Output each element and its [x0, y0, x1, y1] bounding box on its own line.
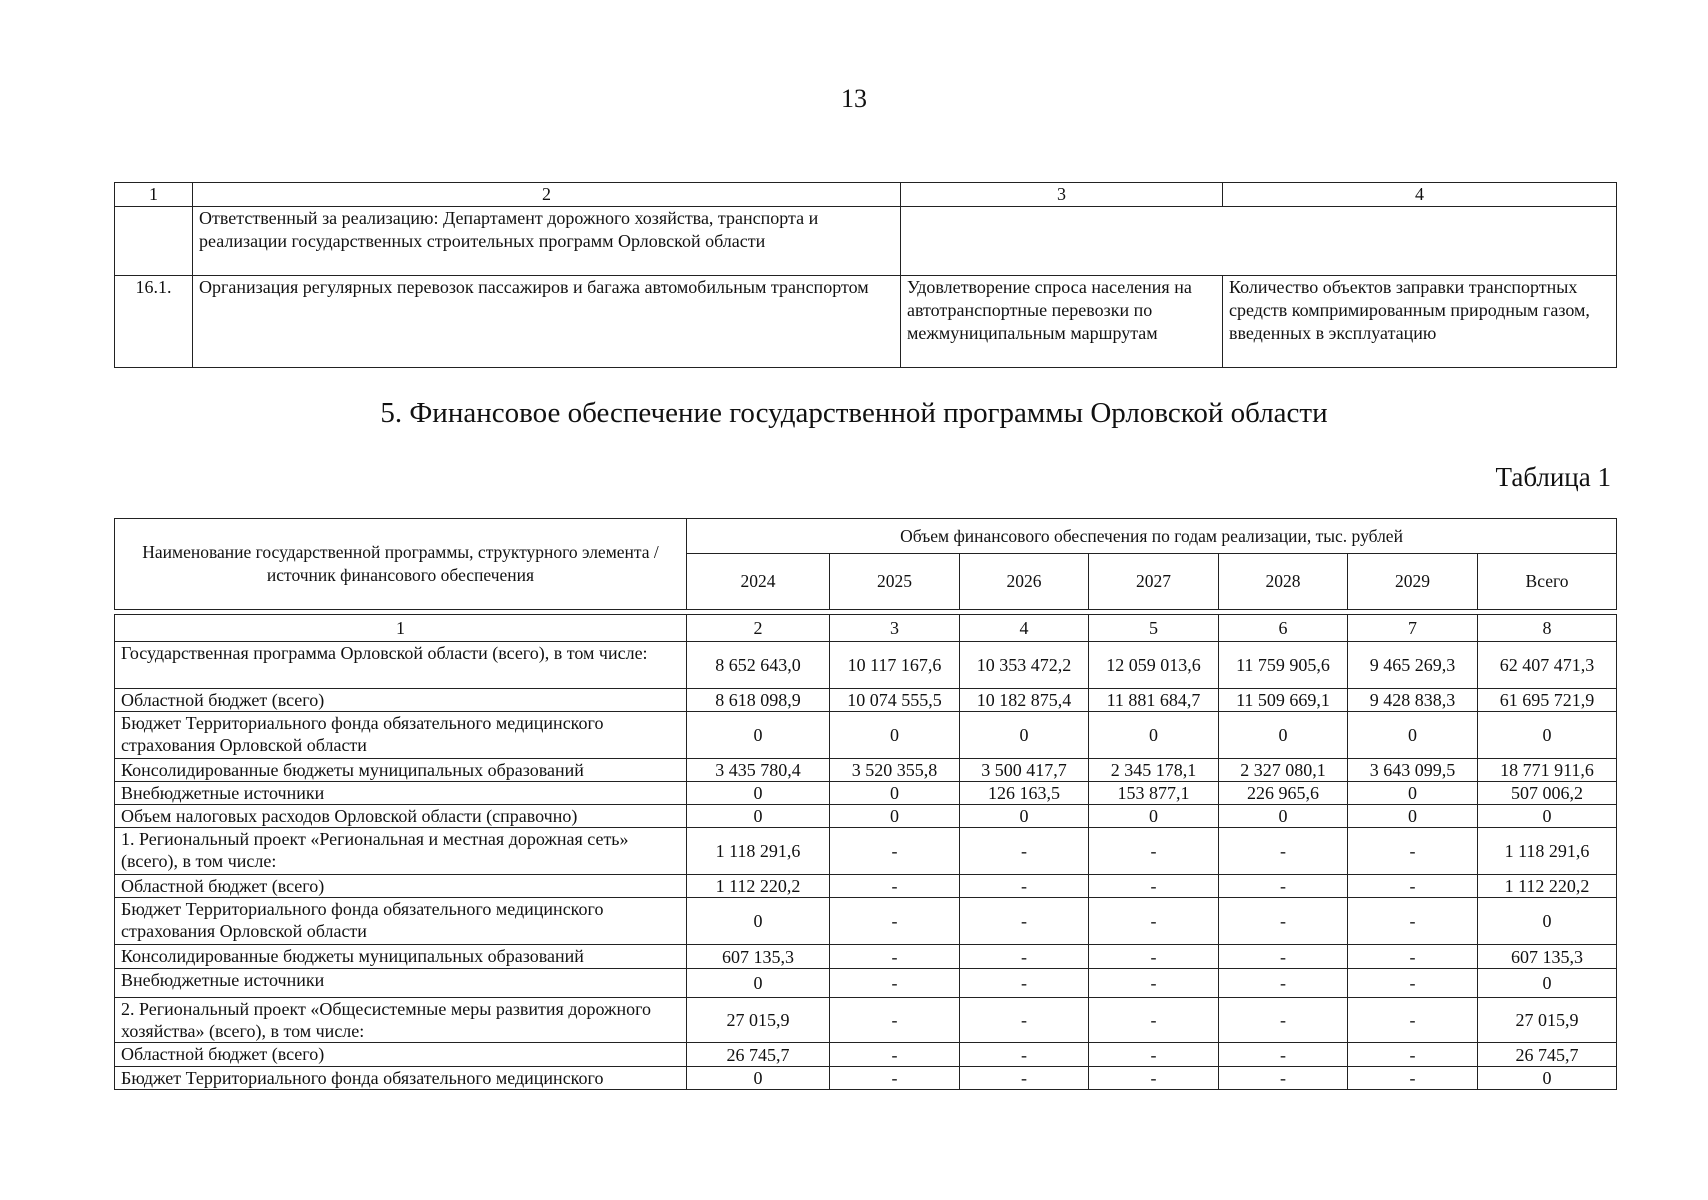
value-cell: 0: [1478, 969, 1617, 998]
value-cell: 0: [1478, 898, 1617, 945]
table-caption: Таблица 1: [1495, 462, 1611, 492]
value-cell: 2 327 080,1: [1219, 759, 1348, 782]
finance-row: [115, 689, 1617, 712]
finance-row: [115, 898, 1617, 945]
value-cell: 3 520 355,8: [830, 759, 960, 782]
value-cell: 0: [960, 805, 1089, 828]
year-header-2027: 2027: [1089, 554, 1219, 610]
row-name: Областной бюджет (всего): [115, 1043, 687, 1067]
value-cell: 0: [830, 805, 960, 828]
value-cell: -: [1219, 898, 1348, 945]
value-cell: 18 771 911,6: [1478, 759, 1617, 782]
value-cell: 11 881 684,7: [1089, 689, 1219, 712]
value-cell: 10 074 555,5: [830, 689, 960, 712]
column-number: 1: [115, 615, 687, 642]
value-cell: 0: [1089, 805, 1219, 828]
value-cell: -: [830, 875, 960, 898]
value-cell: -: [830, 1067, 960, 1090]
column-number: 4: [960, 615, 1089, 642]
responsible-num-cell: [115, 207, 193, 276]
finance-table-header: [114, 518, 1617, 610]
value-cell: -: [1348, 969, 1478, 998]
value-cell: 0: [830, 782, 960, 805]
value-cell: -: [960, 828, 1089, 875]
finance-row: [115, 828, 1617, 875]
row-name: Областной бюджет (всего): [115, 875, 687, 898]
value-cell: -: [1348, 945, 1478, 969]
value-cell: -: [960, 875, 1089, 898]
column-numbers-row: [115, 615, 1617, 642]
value-cell: -: [1348, 1067, 1478, 1090]
value-cell: 226 965,6: [1219, 782, 1348, 805]
volume-header: Объем финансового обеспечения по годам реализации, тыс. рублей: [687, 519, 1617, 554]
finance-row: [115, 969, 1617, 998]
value-cell: -: [1348, 998, 1478, 1043]
responsible-empty-cell: [901, 207, 1617, 276]
finance-row: [115, 642, 1617, 689]
value-cell: 62 407 471,3: [1478, 642, 1617, 689]
value-cell: 10 182 875,4: [960, 689, 1089, 712]
value-cell: -: [830, 1043, 960, 1067]
value-cell: 0: [1348, 805, 1478, 828]
value-cell: 1 112 220,2: [687, 875, 830, 898]
value-cell: -: [830, 969, 960, 998]
row-name: Областной бюджет (всего): [115, 689, 687, 712]
value-cell: -: [1089, 945, 1219, 969]
value-cell: -: [1089, 1043, 1219, 1067]
task-number: 16.1.: [115, 276, 193, 368]
tasks-col-4-header: 4: [1223, 183, 1617, 207]
value-cell: 8 652 643,0: [687, 642, 830, 689]
tasks-col-1-header: 1: [115, 183, 193, 207]
value-cell: 607 135,3: [687, 945, 830, 969]
value-cell: 0: [687, 898, 830, 945]
value-cell: 126 163,5: [960, 782, 1089, 805]
value-cell: -: [960, 898, 1089, 945]
row-name: Консолидированные бюджеты муниципальных образований: [115, 945, 687, 969]
year-header-2025: 2025: [830, 554, 960, 610]
tasks-header-row: [115, 183, 1617, 207]
row-name: Бюджет Территориального фонда обязательного медицинского: [115, 1067, 687, 1090]
row-name: Государственная программа Орловской области (всего), в том числе:: [115, 642, 687, 689]
value-cell: 10 117 167,6: [830, 642, 960, 689]
value-cell: -: [960, 969, 1089, 998]
value-cell: 10 353 472,2: [960, 642, 1089, 689]
value-cell: -: [960, 998, 1089, 1043]
value-cell: -: [960, 1067, 1089, 1090]
value-cell: -: [1348, 1043, 1478, 1067]
finance-row: [115, 998, 1617, 1043]
page-number: 13: [841, 84, 867, 113]
finance-row: [115, 759, 1617, 782]
value-cell: -: [960, 945, 1089, 969]
value-cell: -: [1348, 875, 1478, 898]
value-cell: 9 428 838,3: [1348, 689, 1478, 712]
value-cell: 3 643 099,5: [1348, 759, 1478, 782]
finance-row: [115, 782, 1617, 805]
task-name: Организация регулярных перевозок пассажиров и багажа автомобильным транспортом: [193, 276, 901, 368]
finance-table: [114, 614, 1617, 1090]
value-cell: 9 465 269,3: [1348, 642, 1478, 689]
value-cell: 0: [1089, 712, 1219, 759]
value-cell: 0: [1219, 712, 1348, 759]
value-cell: 26 745,7: [1478, 1043, 1617, 1067]
year-header-2029: 2029: [1348, 554, 1478, 610]
value-cell: 11 759 905,6: [1219, 642, 1348, 689]
column-number: 7: [1348, 615, 1478, 642]
value-cell: -: [1089, 828, 1219, 875]
value-cell: 12 059 013,6: [1089, 642, 1219, 689]
value-cell: 26 745,7: [687, 1043, 830, 1067]
value-cell: 0: [830, 712, 960, 759]
finance-row: [115, 1067, 1617, 1090]
column-number: 6: [1219, 615, 1348, 642]
value-cell: 3 500 417,7: [960, 759, 1089, 782]
section-heading: 5. Финансовое обеспечение государственной программы Орловской области: [380, 397, 1328, 429]
row-name: 1. Региональный проект «Региональная и местная дорожная сеть» (всего), в том числе:: [115, 828, 687, 875]
row-name: 2. Региональный проект «Общесистемные меры развития дорожного хозяйства» (всего), в том числе:: [115, 998, 687, 1043]
value-cell: -: [1219, 1067, 1348, 1090]
value-cell: 8 618 098,9: [687, 689, 830, 712]
value-cell: 1 112 220,2: [1478, 875, 1617, 898]
value-cell: 607 135,3: [1478, 945, 1617, 969]
value-cell: -: [1089, 875, 1219, 898]
value-cell: 0: [1478, 712, 1617, 759]
value-cell: 0: [687, 712, 830, 759]
task-effect: Удовлетворение спроса населения на автотранспортные перевозки по межмуниципальным маршрутам: [901, 276, 1223, 368]
value-cell: 1 118 291,6: [687, 828, 830, 875]
value-cell: -: [1219, 998, 1348, 1043]
value-cell: -: [1348, 828, 1478, 875]
task-indicator: Количество объектов заправки транспортных средств компримированным природным газом, введенных в эксплуатацию: [1223, 276, 1617, 368]
value-cell: 61 695 721,9: [1478, 689, 1617, 712]
finance-row: [115, 1043, 1617, 1067]
value-cell: -: [1089, 1067, 1219, 1090]
value-cell: -: [1219, 828, 1348, 875]
task-row: [115, 276, 1617, 368]
value-cell: -: [830, 945, 960, 969]
value-cell: -: [1219, 945, 1348, 969]
column-number: 2: [687, 615, 830, 642]
row-name: Консолидированные бюджеты муниципальных образований: [115, 759, 687, 782]
value-cell: 0: [687, 805, 830, 828]
value-cell: 27 015,9: [687, 998, 830, 1043]
name-column-header: Наименование государственной программы, структурного элемента / источник финансового обеспечения: [115, 519, 687, 610]
value-cell: 0: [1478, 805, 1617, 828]
finance-header-row-1: [115, 519, 1617, 554]
year-header-2024: 2024: [687, 554, 830, 610]
value-cell: 3 435 780,4: [687, 759, 830, 782]
value-cell: -: [830, 998, 960, 1043]
value-cell: 1 118 291,6: [1478, 828, 1617, 875]
tasks-col-2-header: 2: [193, 183, 901, 207]
responsible-text: Ответственный за реализацию: Департамент дорожного хозяйства, транспорта и реализации государственных строительных программ Орловской области: [193, 207, 901, 276]
value-cell: -: [1089, 898, 1219, 945]
year-header-total: Всего: [1478, 554, 1617, 610]
finance-table-body: [115, 615, 1617, 1090]
tasks-col-3-header: 3: [901, 183, 1223, 207]
row-name: Бюджет Территориального фонда обязательного медицинского страхования Орловской области: [115, 898, 687, 945]
value-cell: -: [960, 1043, 1089, 1067]
program-tasks-table: [114, 182, 1617, 368]
value-cell: 153 877,1: [1089, 782, 1219, 805]
value-cell: 507 006,2: [1478, 782, 1617, 805]
value-cell: 2 345 178,1: [1089, 759, 1219, 782]
value-cell: -: [1348, 898, 1478, 945]
row-name: Объем налоговых расходов Орловской области (справочно): [115, 805, 687, 828]
value-cell: 11 509 669,1: [1219, 689, 1348, 712]
value-cell: 0: [687, 969, 830, 998]
value-cell: 0: [687, 1067, 830, 1090]
column-number: 5: [1089, 615, 1219, 642]
value-cell: 0: [687, 782, 830, 805]
row-name: Бюджет Территориального фонда обязательного медицинского страхования Орловской области: [115, 712, 687, 759]
value-cell: -: [1089, 998, 1219, 1043]
finance-row: [115, 875, 1617, 898]
row-name: Внебюджетные источники: [115, 969, 687, 998]
value-cell: 0: [960, 712, 1089, 759]
value-cell: -: [1089, 969, 1219, 998]
value-cell: 0: [1348, 782, 1478, 805]
value-cell: 0: [1478, 1067, 1617, 1090]
row-name: Внебюджетные источники: [115, 782, 687, 805]
value-cell: 0: [1219, 805, 1348, 828]
value-cell: -: [830, 828, 960, 875]
value-cell: 0: [1348, 712, 1478, 759]
column-number: 8: [1478, 615, 1617, 642]
year-header-2028: 2028: [1219, 554, 1348, 610]
finance-row: [115, 805, 1617, 828]
value-cell: -: [1219, 875, 1348, 898]
value-cell: -: [1219, 969, 1348, 998]
column-number: 3: [830, 615, 960, 642]
year-header-2026: 2026: [960, 554, 1089, 610]
finance-row: [115, 712, 1617, 759]
value-cell: 27 015,9: [1478, 998, 1617, 1043]
value-cell: -: [830, 898, 960, 945]
finance-row: [115, 945, 1617, 969]
responsible-row: [115, 207, 1617, 276]
value-cell: -: [1219, 1043, 1348, 1067]
